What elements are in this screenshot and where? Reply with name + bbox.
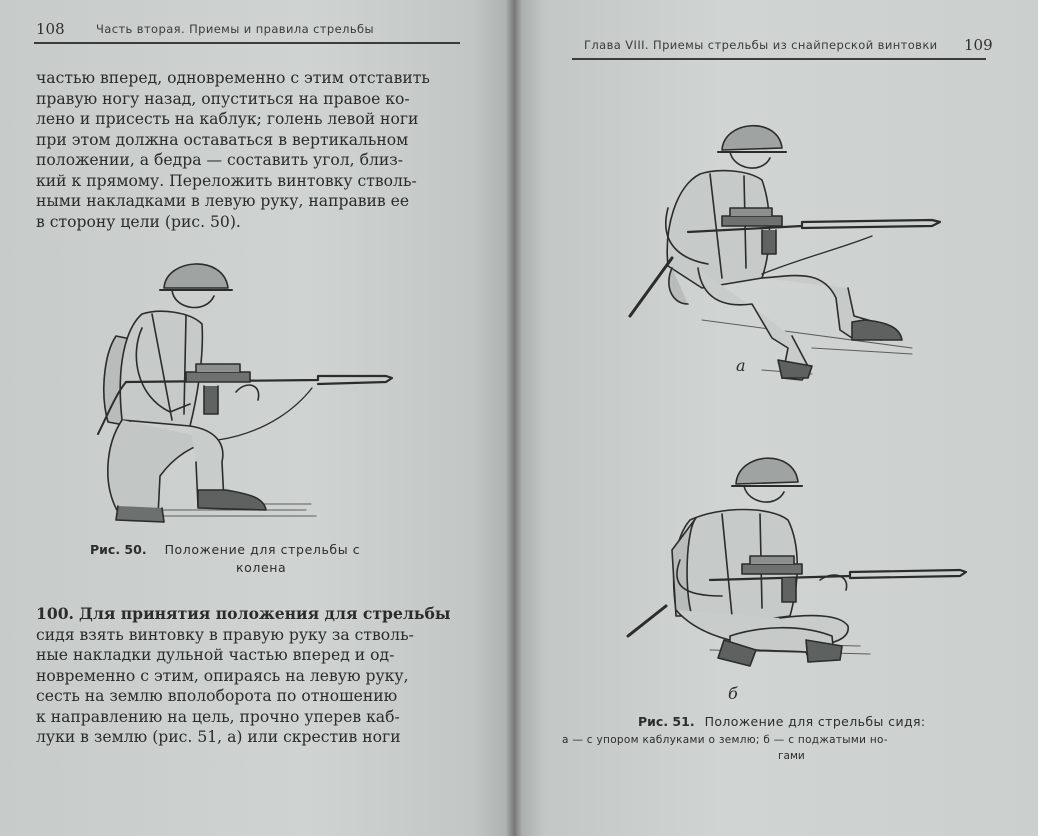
paragraph-line: луки в землю (рис. 51, а) или скрестив ноги bbox=[36, 728, 401, 746]
body-text-top bbox=[36, 68, 430, 232]
page-number: 108 bbox=[36, 20, 65, 38]
figure-51-caption-line3: гами bbox=[778, 750, 805, 762]
book-gutter bbox=[506, 0, 522, 836]
figure-50-caption bbox=[90, 542, 360, 557]
figure-51-caption-line2: а — с упором каблуками о землю; б — с поджатыми но- bbox=[562, 734, 888, 746]
figure-51-caption bbox=[638, 714, 926, 729]
paragraph-line: сидя взять винтовку в правую руку за стволь- bbox=[36, 625, 414, 644]
running-head: Глава VIII. Приемы стрельбы из снайперской винтовки bbox=[584, 38, 938, 52]
figure-label: Рис. 50. bbox=[90, 542, 147, 557]
text-line: лено и присесть на каблук; голень левой ноги bbox=[36, 110, 419, 128]
figure-51a-seated-soldier bbox=[612, 108, 952, 388]
figure-51a-label: а bbox=[736, 356, 746, 375]
figure-51b-label: б bbox=[728, 684, 738, 703]
running-head: Часть вторая. Приемы и правила стрельбы bbox=[96, 22, 374, 36]
paragraph-line: сесть на землю вполоборота по отношению bbox=[36, 687, 398, 705]
paragraph-line: ные накладки дульной частью вперед и од- bbox=[36, 646, 395, 664]
header-rule bbox=[572, 58, 986, 60]
paragraph-line: к направлению на цель, прочно уперев каб- bbox=[36, 707, 400, 726]
figure-50-caption-line2: колена bbox=[236, 560, 287, 575]
caption-text: Положение для стрельбы с bbox=[164, 542, 361, 557]
text-line: ными накладками в левую руку, направив ее bbox=[36, 192, 410, 210]
paragraph-100 bbox=[36, 604, 451, 748]
figure-label: Рис. 51. bbox=[638, 714, 695, 729]
paragraph-number: 100. bbox=[36, 604, 74, 623]
page-number: 109 bbox=[964, 36, 993, 54]
paragraph-line bbox=[36, 604, 451, 625]
text-line: правую ногу назад, опуститься на правое ко- bbox=[36, 89, 410, 108]
text-line: в сторону цели (рис. 50). bbox=[36, 212, 241, 231]
text-line: кий к прямому. Переложить винтовку стволь- bbox=[36, 171, 417, 190]
text-line: при этом должна оставаться в вертикальном bbox=[36, 130, 409, 149]
figure-50-kneeling-soldier bbox=[86, 244, 406, 529]
paragraph-line: новременно с этим, опираясь на левую руку, bbox=[36, 666, 409, 685]
caption-text: Положение для стрельбы сидя: bbox=[704, 714, 926, 729]
paragraph-lead: Для принятия положения для стрельбы bbox=[78, 604, 451, 623]
figure-51b-seated-soldier bbox=[610, 440, 980, 680]
header-rule bbox=[34, 42, 460, 44]
text-line: частью вперед, одновременно с этим отставить bbox=[36, 69, 430, 87]
text-line: положении, а бедра — составить угол, близ- bbox=[36, 151, 404, 169]
left-page bbox=[0, 0, 514, 836]
right-page bbox=[514, 0, 1038, 836]
